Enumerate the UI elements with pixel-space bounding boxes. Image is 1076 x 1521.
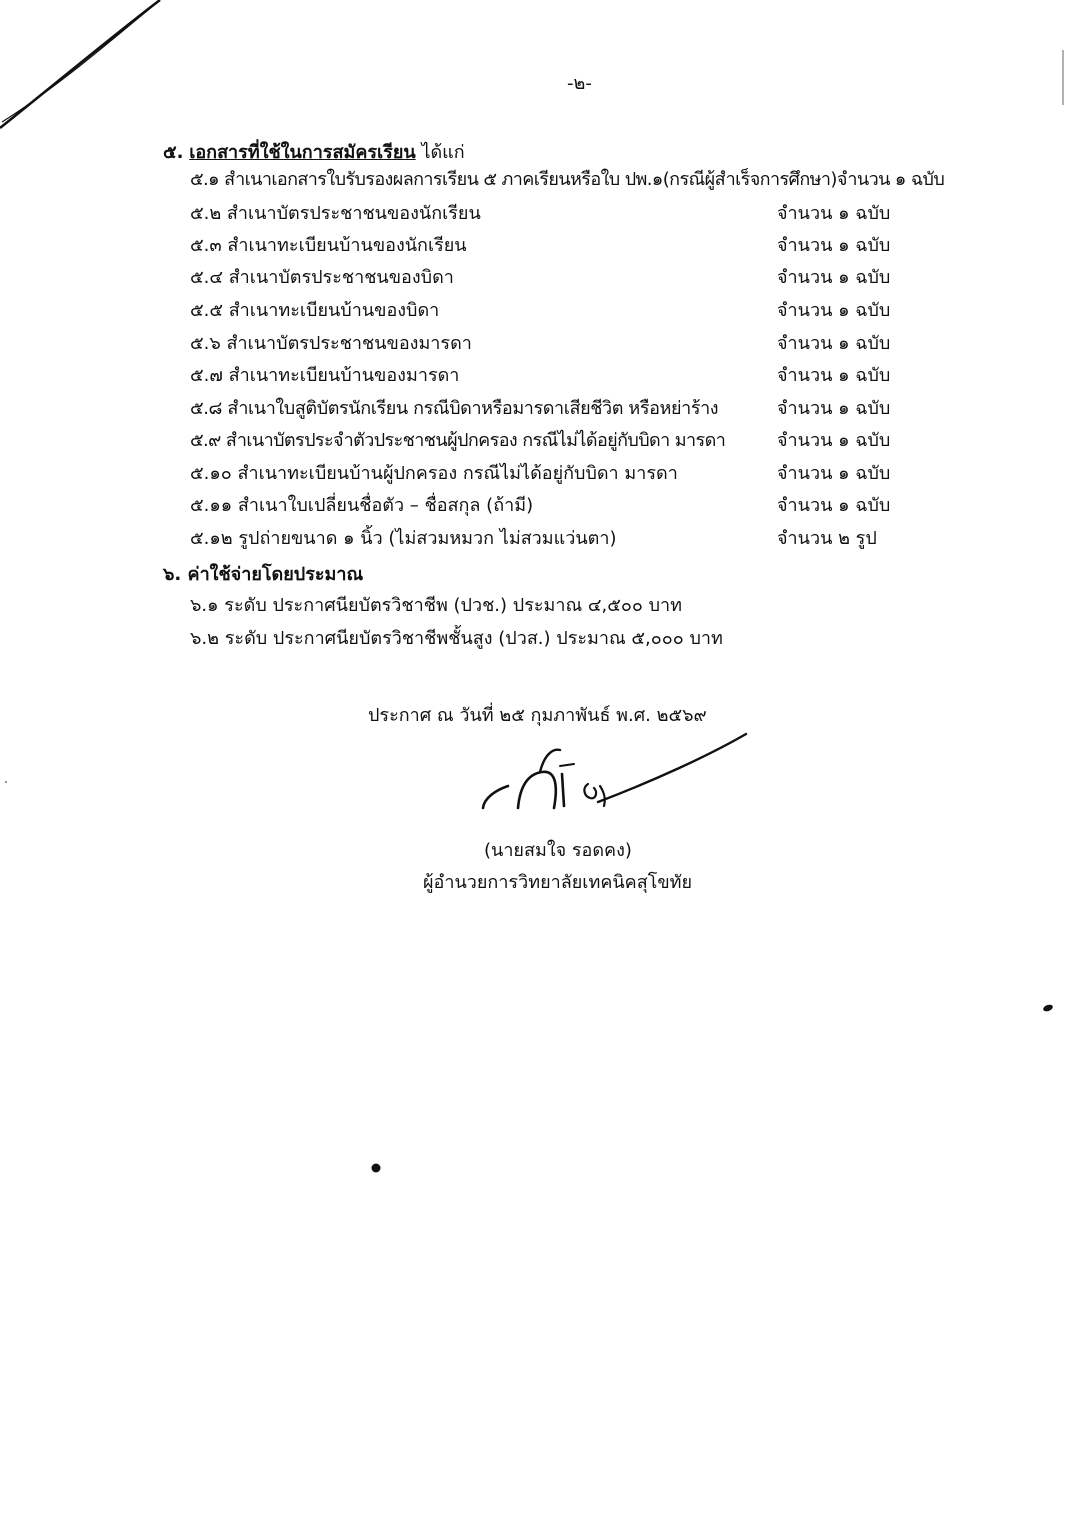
announcement-date: ประกาศ ณ วันที่ ๒๕ กุมภาพันธ์ พ.ศ. ๒๕๖๙: [368, 705, 707, 726]
signatory-position: ผู้อำนวยการวิทยาลัยเทคนิคสุโขทัย: [423, 872, 693, 893]
list-item-qty: จำนวน ๒ รูป: [777, 528, 877, 549]
list-item: ๕.๑๑ สำเนาใบเปลี่ยนชื่อตัว – ชื่อสกุล (ถ้ามี): [190, 495, 534, 516]
list-item: ๖.๒ ระดับ ประกาศนียบัตรวิชาชีพชั้นสูง (ปวส.) ประมาณ ๕,๐๐๐ บาท: [190, 628, 723, 649]
list-item-qty: จำนวน ๑ ฉบับ: [777, 267, 891, 288]
signature-image: [478, 726, 758, 816]
scan-speck: [1040, 1002, 1056, 1014]
list-item-qty: จำนวน ๑ ฉบับ: [777, 235, 891, 256]
list-item-qty: จำนวน ๑ ฉบับ: [777, 203, 891, 224]
list-item-qty: จำนวน ๑ ฉบับ: [777, 463, 891, 484]
section5-heading: [163, 141, 465, 165]
list-item: ๕.๗ สำเนาทะเบียนบ้านของมารดา: [190, 365, 460, 386]
list-item: ๕.๘ สำเนาใบสูติบัตรนักเรียน กรณีบิดาหรือมารดาเสียชีวิต หรือหย่าร้าง: [190, 398, 719, 419]
section5-title: เอกสารที่ใช้ในการสมัครเรียน: [189, 142, 416, 163]
list-item: ๕.๑๐ สำเนาทะเบียนบ้านผู้ปกครอง กรณีไม่ได้อยู่กับบิดา มารดา: [190, 463, 678, 484]
section5-suffix: ได้แก่: [421, 142, 465, 163]
section5-number: ๕.: [163, 142, 184, 163]
scan-artifact-line: [0, 0, 170, 140]
section6-heading: ๖. ค่าใช้จ่ายโดยประมาณ: [163, 564, 364, 585]
list-item-qty: จำนวน ๑ ฉบับ: [777, 365, 891, 386]
list-item: ๕.๒ สำเนาบัตรประชาชนของนักเรียน: [190, 203, 481, 224]
list-item: ๖.๑ ระดับ ประกาศนียบัตรวิชาชีพ (ปวช.) ประมาณ ๔,๕๐๐ บาท: [190, 595, 682, 616]
list-item-qty: จำนวน ๑ ฉบับ: [777, 333, 891, 354]
list-item-qty: จำนวน ๑ ฉบับ: [777, 430, 891, 451]
list-item: ๕.๑ สำเนาเอกสารใบรับรองผลการเรียน ๕ ภาคเรียนหรือใบ ปพ.๑(กรณีผู้สำเร็จการศึกษา)จำนวน ๑ ฉบับ: [190, 169, 945, 190]
list-item: ๕.๑๒ รูปถ่ายขนาด ๑ นิ้ว (ไม่สวมหมวก ไม่สวมแว่นตา): [190, 528, 617, 549]
list-item-qty: จำนวน ๑ ฉบับ: [777, 398, 891, 419]
scan-speck: [368, 1160, 384, 1176]
list-item: ๕.๔ สำเนาบัตรประชาชนของบิดา: [190, 267, 454, 288]
scan-speck: [4, 780, 8, 784]
list-item: ๕.๙ สำเนาบัตรประจำตัวประชาชนผู้ปกครอง กรณีไม่ได้อยู่กับบิดา มารดา: [190, 430, 726, 451]
signatory-name: (นายสมใจ รอดคง): [484, 840, 632, 861]
list-item-qty: จำนวน ๑ ฉบับ: [777, 495, 891, 516]
list-item: ๕.๖ สำเนาบัตรประชาชนของมารดา: [190, 333, 472, 354]
list-item: ๕.๓ สำเนาทะเบียนบ้านของนักเรียน: [190, 235, 467, 256]
list-item-qty: จำนวน ๑ ฉบับ: [777, 300, 891, 321]
page-number: -๒-: [567, 73, 592, 94]
scan-edge-mark: [1060, 50, 1066, 110]
list-item: ๕.๕ สำเนาทะเบียนบ้านของบิดา: [190, 300, 440, 321]
